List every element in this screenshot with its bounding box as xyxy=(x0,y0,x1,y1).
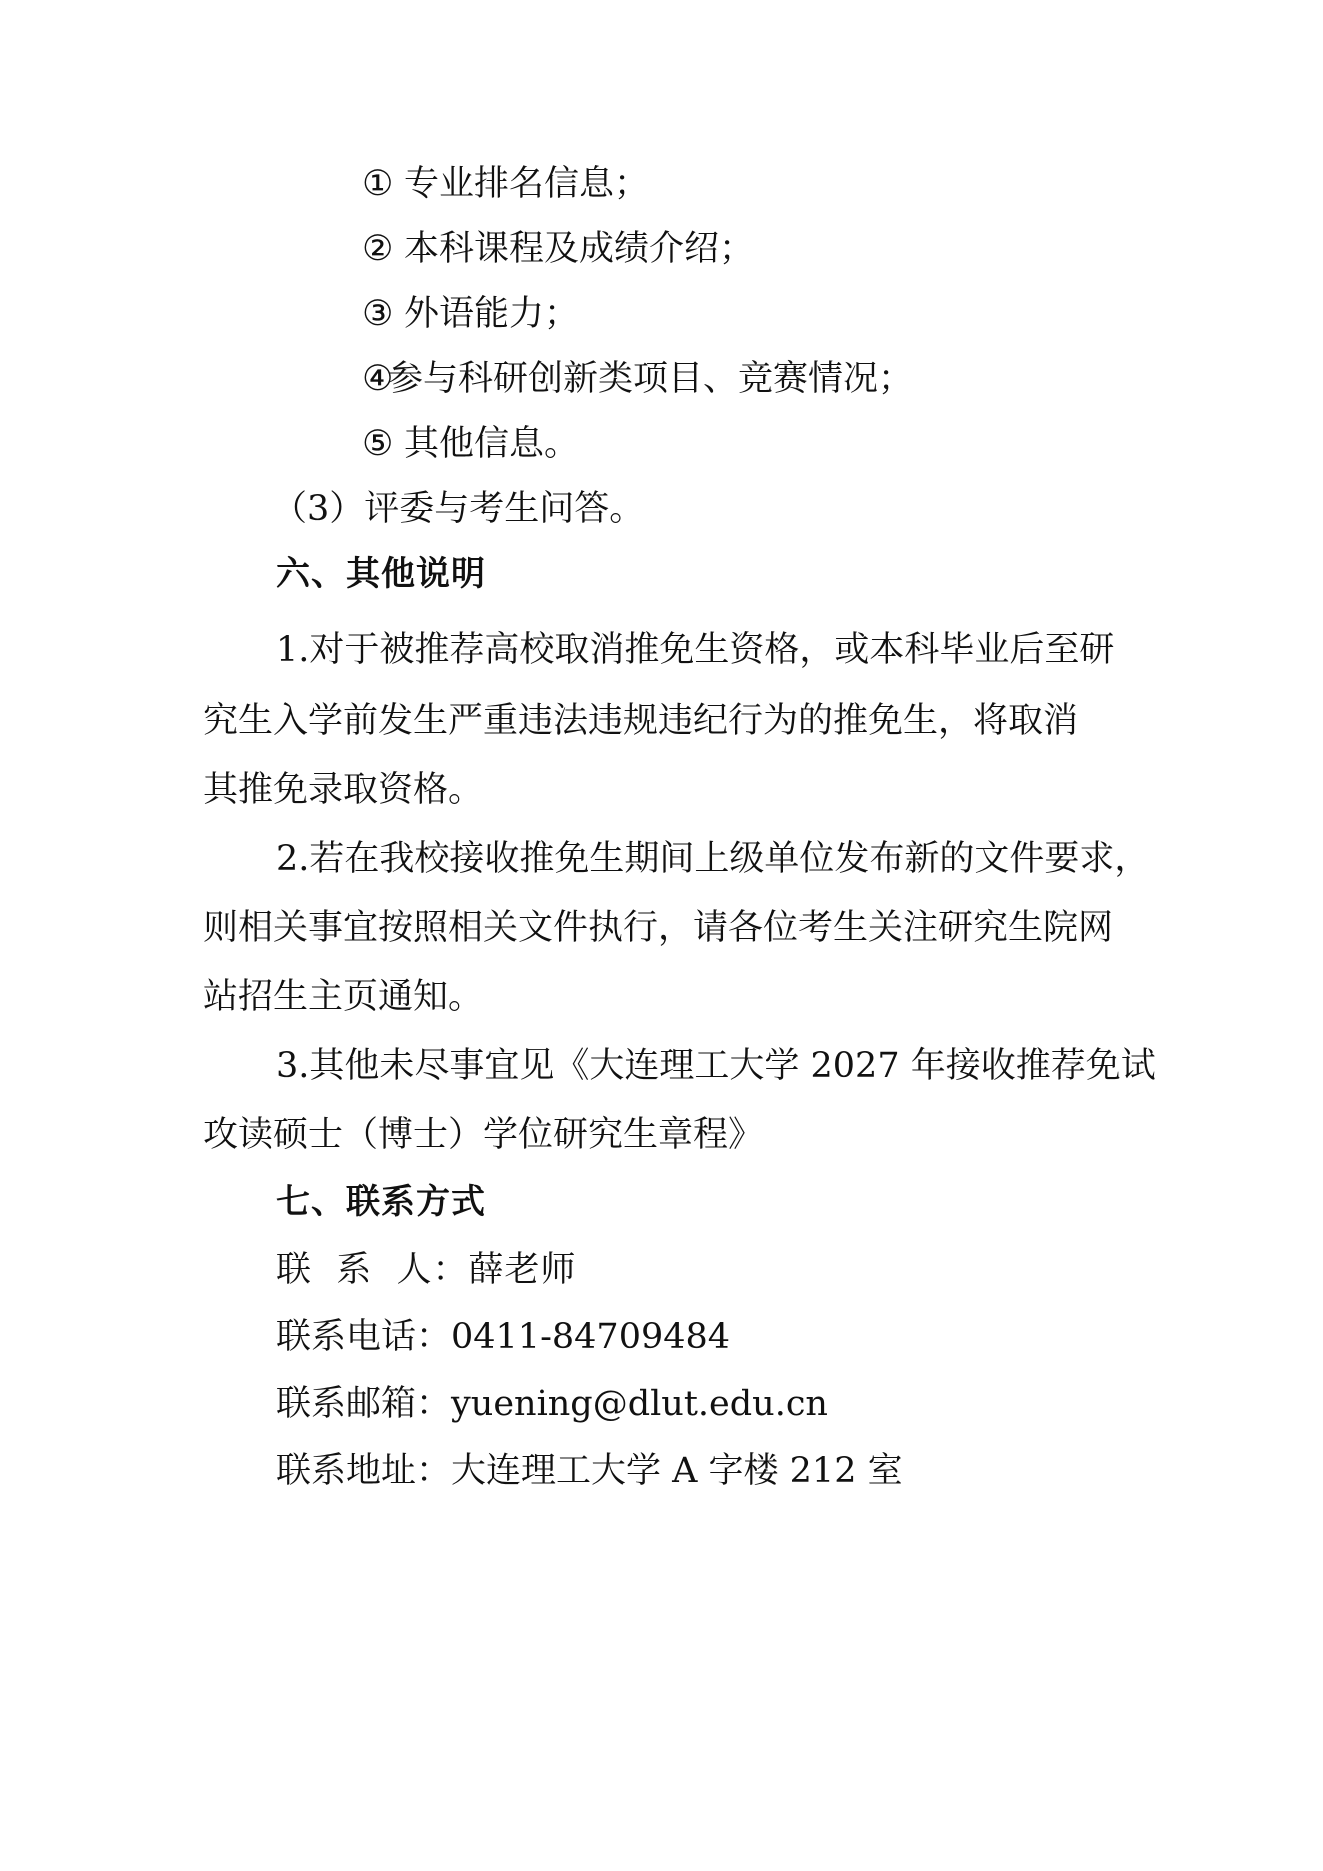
paragraph-line: 2.若在我校接收推免生期间上级单位发布新的文件要求， xyxy=(276,839,1150,879)
item-text: 专业排名信息； xyxy=(404,164,650,204)
paragraph-line: 站招生主页通知。 xyxy=(203,977,484,1017)
paragraph-line: 其推免录取资格。 xyxy=(203,770,484,810)
contact-address: 联系地址：大连理工大学 A 字楼 212 室 xyxy=(276,1451,903,1491)
contact-phone: 联系电话：0411-84709484 xyxy=(276,1317,731,1357)
item-marker: ④ xyxy=(362,359,394,399)
contact-email: 联系邮箱：yuening@dlut.edu.cn xyxy=(276,1384,828,1424)
item-marker: ① xyxy=(362,164,394,204)
item-marker: ② xyxy=(362,229,394,269)
qa-line: （3）评委与考生问答。 xyxy=(272,489,645,529)
paragraph-line: 攻读硕士（博士）学位研究生章程》 xyxy=(203,1115,764,1155)
list-item xyxy=(362,160,649,208)
item-text: 外语能力； xyxy=(404,294,580,334)
list-item xyxy=(362,290,579,338)
list-item xyxy=(362,420,579,468)
list-item xyxy=(362,355,913,403)
item-marker: ⑤ xyxy=(362,424,394,464)
paragraph-line: 1.对于被推荐高校取消推免生资格，或本科毕业后至研 xyxy=(276,630,1115,670)
list-item xyxy=(362,225,754,273)
paragraph-line: 3.其他未尽事宜见《大连理工大学 2027 年接收推荐免试 xyxy=(276,1046,1156,1086)
paragraph-line: 究生入学前发生严重违法违规违纪行为的推免生，将取消 xyxy=(203,701,1079,741)
section-heading-contact: 七、联系方式 xyxy=(276,1182,486,1222)
item-marker: ③ xyxy=(362,294,394,334)
contact-person: 联 系 人：薛老师 xyxy=(276,1250,577,1290)
paragraph-line: 则相关事宜按照相关文件执行，请各位考生关注研究生院网 xyxy=(203,908,1114,948)
item-text: 其他信息。 xyxy=(404,424,580,464)
section-heading-other: 六、其他说明 xyxy=(276,554,486,594)
item-text: 本科课程及成绩介绍； xyxy=(404,229,755,269)
item-text: 参与科研创新类项目、竞赛情况； xyxy=(388,359,914,399)
